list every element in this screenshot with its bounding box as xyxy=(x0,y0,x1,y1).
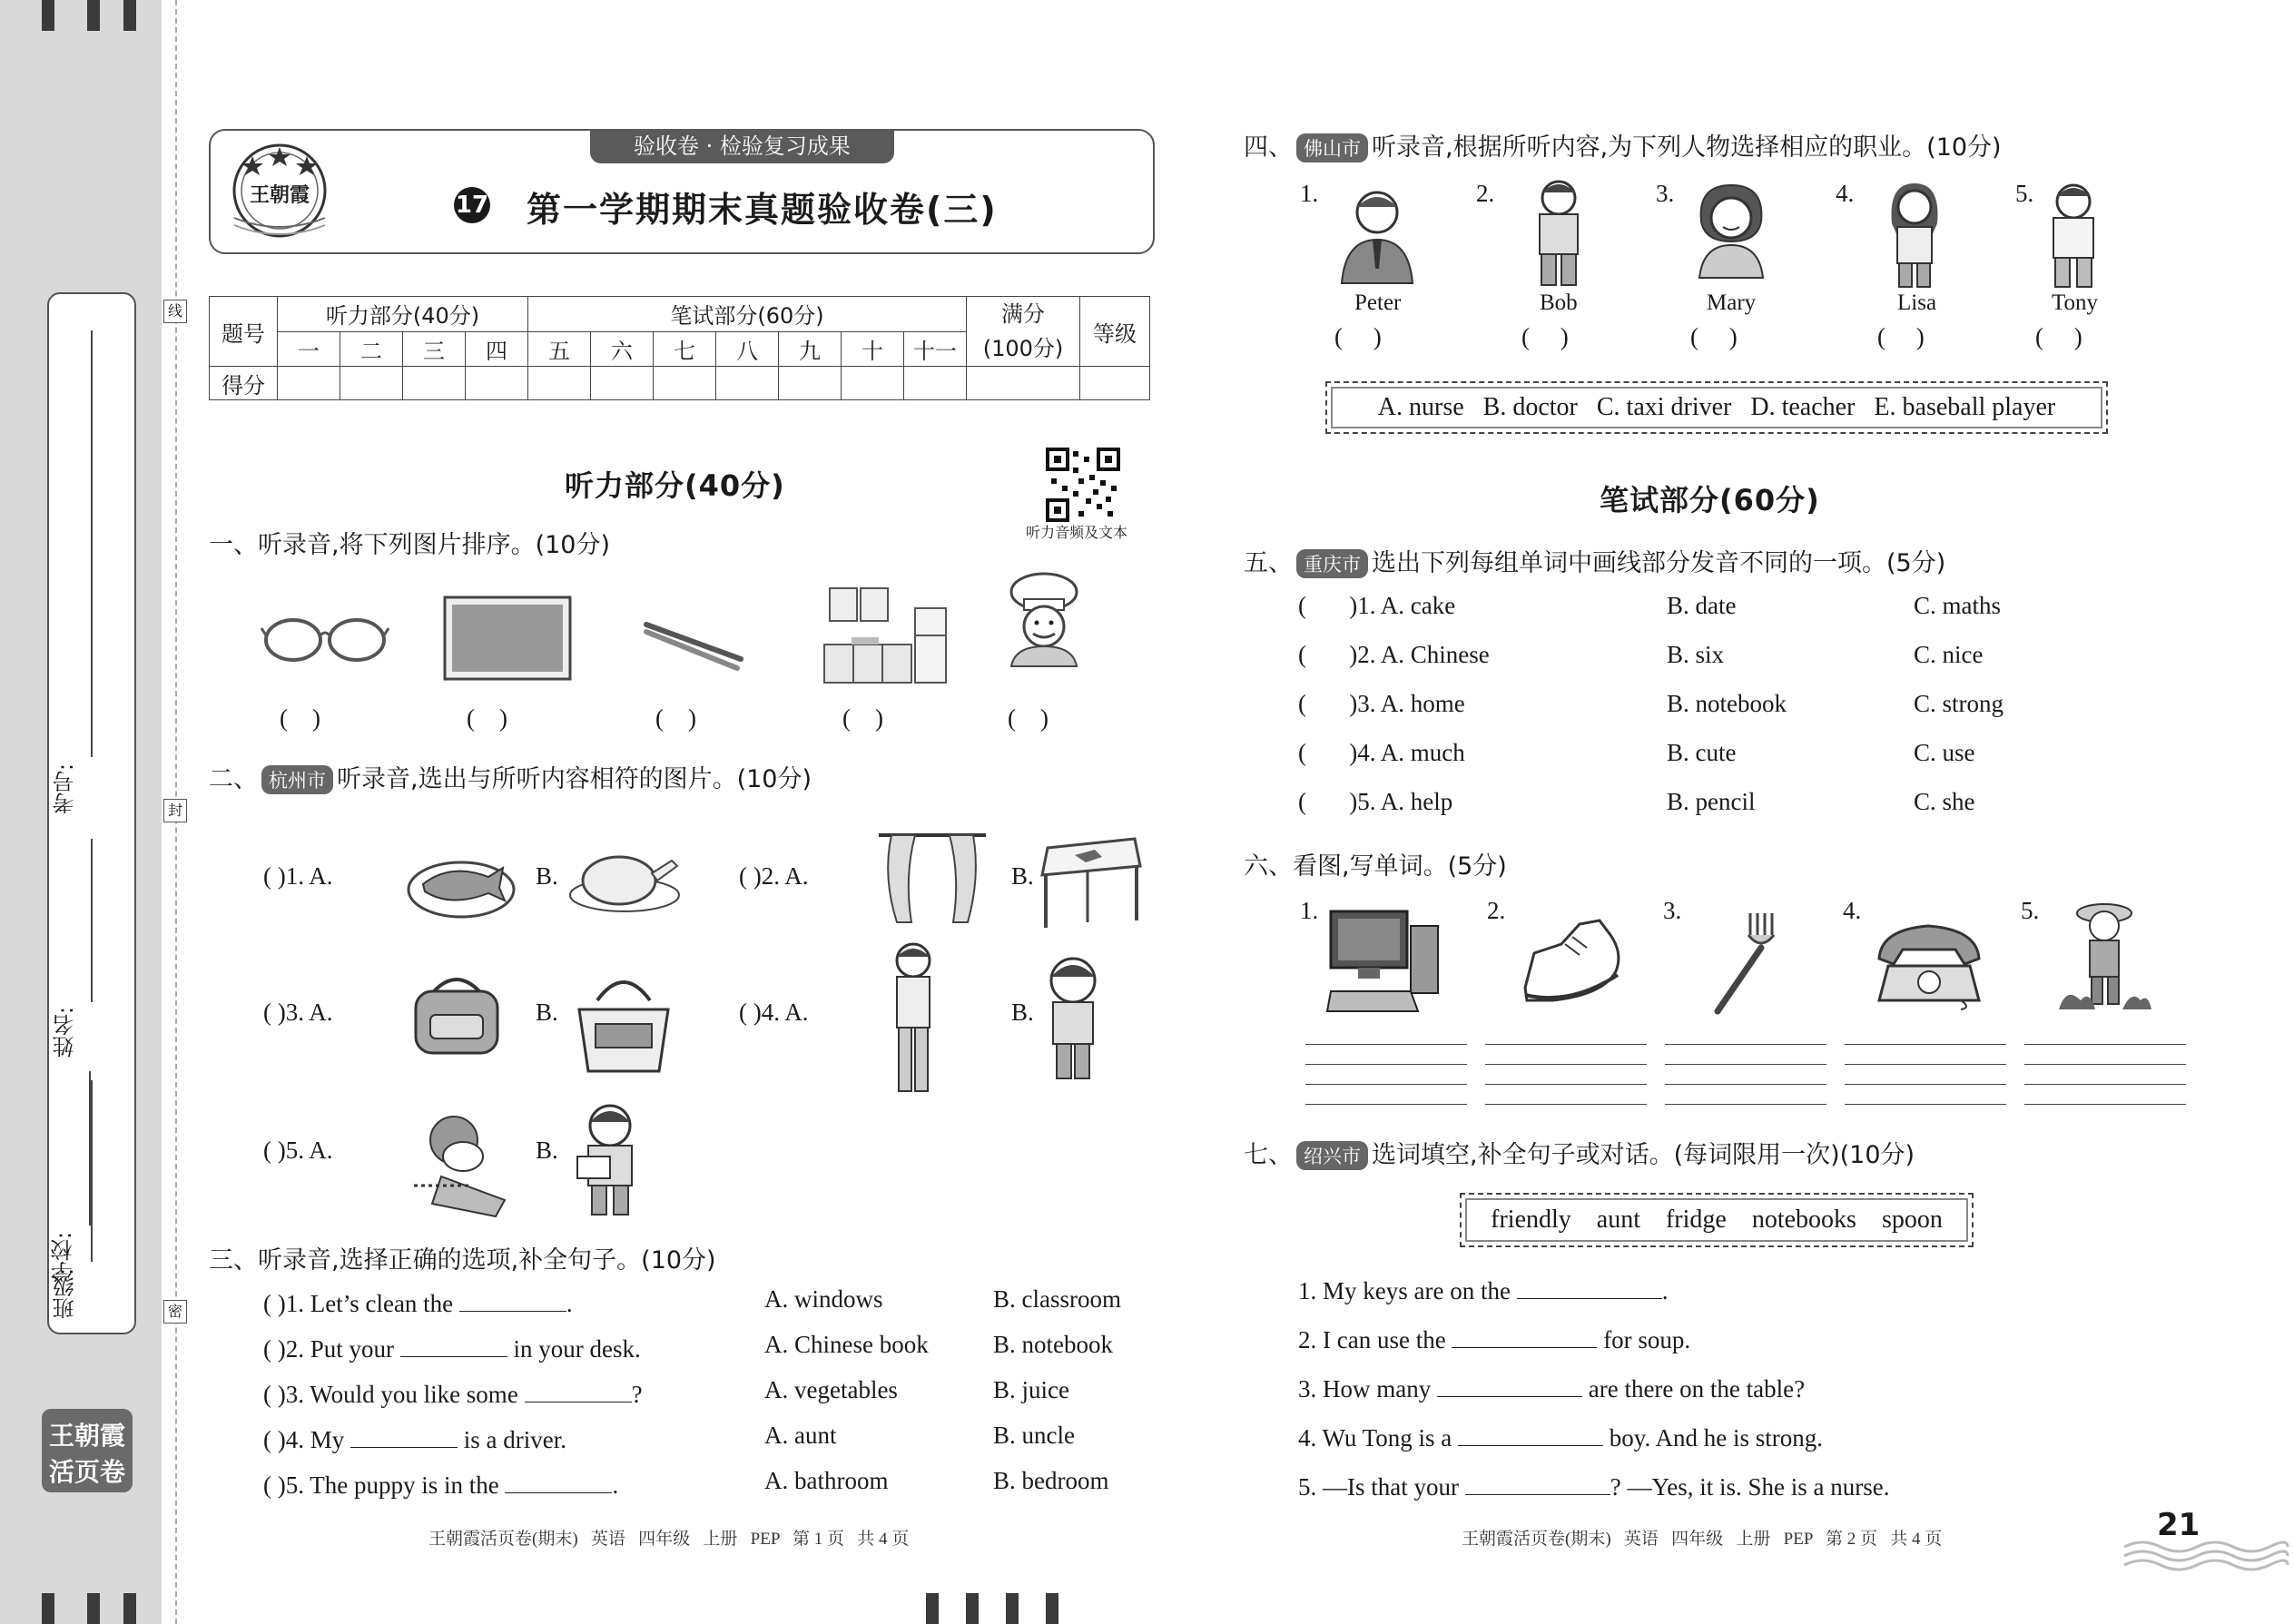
q7-heading xyxy=(1244,1135,1915,1170)
q2-option-b: B. xyxy=(536,999,558,1026)
q6-heading: 六、看图,写单词。(5分) xyxy=(1244,852,1507,881)
registration-mark xyxy=(123,1593,136,1624)
person-name: Tony xyxy=(2052,290,2099,315)
writing-group-header: 笔试部分(60分) xyxy=(528,297,967,332)
q6-number: 3. xyxy=(1663,897,1682,924)
score-cell[interactable] xyxy=(466,367,528,400)
q3-option-a: A. Chinese book xyxy=(764,1331,929,1358)
person-bob-icon xyxy=(1527,178,1590,287)
answer-blank[interactable] xyxy=(525,1376,632,1403)
person-number: 5. xyxy=(2015,180,2034,207)
q3-stem: ( )2. Put your xyxy=(263,1335,394,1363)
q7-sentence-start: 5. —Is that your xyxy=(1298,1473,1459,1501)
registration-mark xyxy=(87,1593,100,1624)
tall-boy-icon xyxy=(884,940,942,1097)
answer-blank[interactable] xyxy=(1437,1371,1582,1397)
writing-line[interactable] xyxy=(1665,1104,1826,1105)
col-header: 三 xyxy=(403,331,466,367)
person-lisa-icon xyxy=(1885,182,1944,287)
col-header: 七 xyxy=(654,331,716,367)
roast-chicken-icon xyxy=(566,842,684,915)
publisher-logo-icon xyxy=(225,136,334,245)
fork-icon xyxy=(1707,910,1779,1015)
q3-stem-end: . xyxy=(566,1290,573,1317)
person-number: 2. xyxy=(1476,180,1495,207)
sleeping-girl-icon xyxy=(414,1113,516,1216)
score-cell[interactable] xyxy=(528,367,591,400)
full-marks-value: (100分) xyxy=(982,336,1064,361)
score-cell[interactable] xyxy=(716,367,779,400)
person-name: Mary xyxy=(1707,290,1757,315)
q3-option-b: B. juice xyxy=(993,1376,1069,1403)
q2-title: 听录音,选出与所听内容相符的图片。(10分) xyxy=(337,765,812,793)
writing-line[interactable] xyxy=(1485,1104,1647,1105)
q3-option-a: A. aunt xyxy=(764,1422,837,1449)
q1-heading: 一、听录音,将下列图片排序。(10分) xyxy=(209,531,611,559)
writing-line[interactable] xyxy=(1845,1104,2006,1105)
q5-option-c: C. nice xyxy=(1914,641,1984,668)
q4-options-box: A. nurse B. doctor C. taxi driver D. teacher E. baseball player xyxy=(1325,381,2108,434)
q7-sentence-end: for soup. xyxy=(1603,1326,1691,1353)
writing-line[interactable] xyxy=(1485,1084,1647,1085)
registration-mark xyxy=(87,0,100,31)
col-header: 四 xyxy=(466,331,528,367)
fish-dish-icon xyxy=(405,844,517,919)
answer-blank[interactable] xyxy=(400,1331,507,1357)
q3-option-a: A. bathroom xyxy=(764,1467,889,1494)
answer-blank[interactable] xyxy=(459,1285,566,1312)
q3-stem: ( )5. The puppy is in the xyxy=(263,1471,499,1499)
writing-line[interactable] xyxy=(1305,1084,1467,1085)
field-line xyxy=(91,839,93,1002)
writing-line[interactable] xyxy=(1665,1064,1826,1065)
q2-option-b: B. xyxy=(1011,999,1034,1026)
reading-boy-icon xyxy=(574,1102,646,1216)
q3-option-a: A. vegetables xyxy=(764,1376,898,1403)
curtains-icon xyxy=(879,832,986,930)
score-cell[interactable] xyxy=(591,367,654,400)
binding-mark: 线 xyxy=(163,300,187,323)
writing-line[interactable] xyxy=(1305,1064,1467,1065)
shoe-icon xyxy=(1516,917,1625,1008)
field-line xyxy=(91,330,93,757)
q5-heading xyxy=(1244,543,1945,578)
q3-heading: 三、听录音,选择正确的选项,补全句子。(10分) xyxy=(209,1246,716,1275)
q3-stem-end: . xyxy=(612,1471,619,1499)
col-header: 十 xyxy=(842,331,904,367)
q5-item: ( )1. A. cake xyxy=(1298,592,1456,619)
person-number: 1. xyxy=(1300,180,1319,207)
score-cell[interactable] xyxy=(278,367,340,400)
q7-sentence-start: 3. How many xyxy=(1298,1375,1432,1403)
name-label: 姓名: xyxy=(53,1006,78,1058)
registration-mark xyxy=(42,1593,54,1624)
q3-stem-end: ? xyxy=(631,1381,643,1408)
listening-section-title: 听力部分(40分) xyxy=(565,468,785,503)
answer-blank[interactable] xyxy=(505,1467,612,1493)
score-cell[interactable] xyxy=(340,367,403,400)
col-header: 一 xyxy=(278,331,340,367)
col-header: 八 xyxy=(716,331,779,367)
open-schoolbag-icon xyxy=(570,973,677,1075)
registration-mark xyxy=(966,1593,979,1624)
q2-item-3: ( )3. A. xyxy=(263,999,333,1026)
person-mary-icon xyxy=(1692,182,1770,278)
answer-bracket[interactable]: ( ) xyxy=(280,704,320,732)
student-info-card xyxy=(47,292,136,1334)
col-header: 二 xyxy=(340,331,403,367)
answer-blank[interactable] xyxy=(1458,1420,1603,1446)
glasses-icon xyxy=(261,608,389,672)
q3-option-b: B. classroom xyxy=(993,1285,1121,1313)
score-cell[interactable] xyxy=(967,367,1080,400)
writing-line[interactable] xyxy=(1845,1044,2006,1045)
q7-prefix: 七、 xyxy=(1244,1141,1293,1169)
q7-sentence xyxy=(1298,1371,1805,1403)
q5-title: 选出下列每组单词中画线部分发音不同的一项。(5分) xyxy=(1372,549,1946,577)
registration-mark xyxy=(123,0,136,31)
answer-blank[interactable] xyxy=(1452,1322,1597,1348)
q2-heading xyxy=(209,759,812,794)
col-header: 九 xyxy=(779,331,842,367)
score-cell[interactable] xyxy=(654,367,716,400)
q4-title: 听录音,根据所听内容,为下列人物选择相应的职业。(10分) xyxy=(1372,133,2002,162)
score-cell[interactable] xyxy=(1080,367,1150,400)
q7-sentence xyxy=(1298,1322,1690,1354)
person-peter-icon xyxy=(1336,187,1418,283)
q3-row xyxy=(263,1422,566,1454)
computer-icon xyxy=(1327,908,1443,1013)
q5-item: ( )4. A. much xyxy=(1298,739,1465,766)
brand-badge xyxy=(42,1409,133,1492)
farmer-icon xyxy=(2053,899,2153,1011)
person-name: Lisa xyxy=(1897,290,1937,315)
q3-stem: ( )3. Would you like some xyxy=(263,1381,518,1408)
qr-caption: 听力音频及文本 xyxy=(1026,524,1128,541)
q3-stem-end: in your desk. xyxy=(513,1335,641,1363)
q2-item-5: ( )5. A. xyxy=(263,1137,333,1164)
answer-bracket[interactable]: ( ) xyxy=(1008,704,1049,732)
answer-blank[interactable] xyxy=(350,1422,458,1448)
registration-mark xyxy=(42,0,54,31)
registration-mark xyxy=(1006,1593,1019,1624)
school-label: 学校: xyxy=(51,1231,76,1284)
q7-title: 选词填空,补全句子或对话。(每词限用一次)(10分) xyxy=(1372,1141,1915,1169)
q6-number: 5. xyxy=(2021,897,2040,924)
row-label-score: 得分 xyxy=(210,367,278,400)
q6-number: 1. xyxy=(1300,897,1319,924)
q5-option-c: C. use xyxy=(1914,739,1975,766)
registration-mark xyxy=(926,1593,939,1624)
answer-bracket[interactable]: ( ) xyxy=(842,704,883,732)
q6-number: 2. xyxy=(1487,897,1506,924)
q5-option-c: C. she xyxy=(1914,788,1975,815)
q4-heading xyxy=(1244,127,2002,162)
q7-sentence-start: 1. My keys are on the xyxy=(1298,1277,1511,1304)
person-tony-icon xyxy=(2041,182,2106,287)
q5-option-b: B. six xyxy=(1667,641,1725,668)
score-cell[interactable] xyxy=(842,367,904,400)
writing-line[interactable] xyxy=(2024,1104,2186,1105)
person-number: 3. xyxy=(1656,180,1675,207)
answer-bracket[interactable]: ( ) xyxy=(2035,323,2082,350)
writing-line[interactable] xyxy=(2024,1044,2186,1045)
phone-icon xyxy=(1870,913,1988,1009)
q3-row xyxy=(263,1376,643,1409)
writing-line[interactable] xyxy=(1845,1084,2006,1085)
writing-line[interactable] xyxy=(1305,1104,1467,1105)
q7-sentence-start: 4. Wu Tong is a xyxy=(1298,1424,1452,1452)
q7-sentence-start: 2. I can use the xyxy=(1298,1326,1446,1353)
answer-bracket[interactable]: ( ) xyxy=(1877,323,1925,350)
q2-item-4: ( )4. A. xyxy=(739,999,809,1026)
answer-bracket[interactable]: ( ) xyxy=(467,704,507,732)
listening-group-header: 听力部分(40分) xyxy=(278,297,528,332)
q5-option-c: C. maths xyxy=(1914,592,2002,619)
writing-line[interactable] xyxy=(1485,1044,1647,1045)
q3-row xyxy=(263,1331,641,1363)
col-header: 五 xyxy=(528,331,591,367)
binding-mark: 密 xyxy=(163,1300,187,1324)
q2-item-1: ( )1. A. xyxy=(263,862,333,890)
brand-name: 王朝霞 xyxy=(48,1421,125,1451)
writing-line[interactable] xyxy=(1665,1084,1826,1085)
page-number: 21 xyxy=(2157,1507,2200,1543)
header-banner: 验收卷 · 检验复习成果 xyxy=(590,129,894,163)
kitchen-icon xyxy=(824,588,951,683)
answer-bracket[interactable]: ( ) xyxy=(1334,323,1382,350)
logo-text: 王朝霞 xyxy=(249,183,310,207)
score-cell[interactable] xyxy=(904,367,967,400)
person-name: Peter xyxy=(1354,290,1402,315)
q5-item: ( )5. A. help xyxy=(1298,788,1453,815)
score-cell[interactable] xyxy=(779,367,842,400)
q5-item: ( )2. A. Chinese xyxy=(1298,641,1490,668)
q7-word-box: friendly aunt fridge notebooks spoon xyxy=(1460,1193,1974,1247)
q2-option-b: B. xyxy=(536,862,558,890)
q3-row xyxy=(263,1467,618,1500)
short-boy-icon xyxy=(1042,955,1104,1082)
q5-prefix: 五、 xyxy=(1244,549,1293,577)
q7-sentence xyxy=(1298,1420,1823,1452)
answer-blank[interactable] xyxy=(1465,1469,1610,1495)
brand-subtitle: 活页卷 xyxy=(48,1457,125,1487)
writing-line[interactable] xyxy=(1485,1064,1647,1065)
q5-option-b: B. pencil xyxy=(1667,788,1756,815)
qr-code-icon[interactable] xyxy=(1046,448,1120,522)
city-tag: 杭州市 xyxy=(261,765,333,794)
exam-number-label: 考号: xyxy=(53,763,78,815)
paper-title: 第一学期期末真题验收卷(三) xyxy=(527,190,998,230)
q7-sentence xyxy=(1298,1469,1890,1501)
field-line xyxy=(89,1071,91,1225)
writing-line[interactable] xyxy=(2024,1064,2186,1065)
class-label: 班级: xyxy=(53,1267,78,1320)
q7-sentence-end: ? —Yes, it is. She is a nurse. xyxy=(1610,1473,1890,1501)
q7-sentence-end: boy. And he is strong. xyxy=(1609,1424,1824,1452)
q5-option-b: B. notebook xyxy=(1667,690,1787,717)
paper-number-badge: 17 xyxy=(454,187,490,223)
cook-icon xyxy=(1002,574,1086,666)
writing-line[interactable] xyxy=(1305,1044,1467,1045)
chopsticks-icon xyxy=(646,615,741,670)
writing-line[interactable] xyxy=(1845,1064,2006,1065)
q7-sentence-end: are there on the table? xyxy=(1588,1375,1806,1403)
writing-line[interactable] xyxy=(1665,1044,1826,1045)
q5-option-b: B. date xyxy=(1667,592,1737,619)
full-marks-label: 满分 xyxy=(1001,301,1045,327)
q7-sentence-end: . xyxy=(1661,1277,1669,1304)
q2-prefix: 二、 xyxy=(209,765,258,793)
col-header: 十一 xyxy=(904,331,967,367)
writing-section-title: 笔试部分(60分) xyxy=(1600,483,1820,517)
city-tag: 重庆市 xyxy=(1296,549,1368,578)
answer-bracket[interactable]: ( ) xyxy=(1521,323,1569,350)
q3-option-b: B. bedroom xyxy=(993,1467,1109,1494)
city-tag: 佛山市 xyxy=(1296,133,1368,162)
q3-stem: ( )4. My xyxy=(263,1426,345,1453)
grade-header: 等级 xyxy=(1080,297,1150,367)
person-name: Bob xyxy=(1540,290,1578,315)
registration-mark xyxy=(1046,1593,1058,1624)
blackboard-icon xyxy=(445,597,570,679)
q5-option-c: C. strong xyxy=(1914,690,2004,717)
q4-prefix: 四、 xyxy=(1244,133,1293,162)
answer-bracket[interactable]: ( ) xyxy=(655,704,696,732)
score-cell[interactable] xyxy=(403,367,466,400)
footer-left: 王朝霞活页卷(期末) 英语 四年级 上册 PEP 第 1 页 共 4 页 xyxy=(428,1530,910,1549)
binding-mark: 封 xyxy=(163,799,187,822)
q2-option-b: B. xyxy=(536,1137,558,1164)
writing-line[interactable] xyxy=(2024,1084,2186,1085)
row-label-question: 题号 xyxy=(210,297,278,367)
score-table xyxy=(209,296,1150,400)
q5-option-b: B. cute xyxy=(1667,739,1737,766)
person-number: 4. xyxy=(1836,180,1855,207)
q5-item: ( )3. A. home xyxy=(1298,690,1465,717)
full-marks-header xyxy=(967,297,1080,367)
q3-row xyxy=(263,1285,573,1318)
q6-number: 4. xyxy=(1843,897,1862,924)
col-header: 六 xyxy=(591,331,654,367)
answer-blank[interactable] xyxy=(1517,1273,1662,1299)
q3-option-b: B. uncle xyxy=(993,1422,1075,1449)
footer-right: 王朝霞活页卷(期末) 英语 四年级 上册 PEP 第 2 页 共 4 页 xyxy=(1462,1530,1943,1549)
q2-option-b: B. xyxy=(1011,862,1034,890)
schoolbag-icon xyxy=(399,971,514,1062)
q3-stem: ( )1. Let’s clean the xyxy=(263,1290,454,1317)
q7-sentence xyxy=(1298,1273,1668,1305)
table-icon xyxy=(1039,830,1144,928)
answer-bracket[interactable]: ( ) xyxy=(1690,323,1738,350)
q3-stem-end: is a driver. xyxy=(463,1426,566,1453)
q3-option-b: B. notebook xyxy=(993,1331,1113,1358)
city-tag: 绍兴市 xyxy=(1296,1141,1368,1170)
q2-item-2: ( )2. A. xyxy=(739,862,809,890)
q3-option-a: A. windows xyxy=(764,1285,883,1313)
wave-decoration-icon xyxy=(2124,1538,2288,1574)
